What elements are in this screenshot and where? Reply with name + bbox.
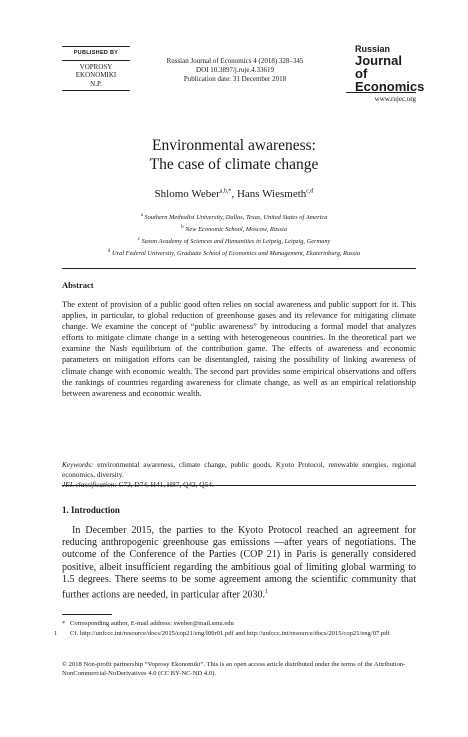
affiliation bbox=[40, 247, 428, 259]
abstract-text: The extent of provision of a public good often relies on social awareness and public support for it. This applies, in particular, to global reduction of greenhouse gases and its relevance for mitigating climate change. We examine the concept of “public awareness” by introducing a formal model that analyzes efforts to mitigate climate change in a setting with heterogeneous countries. In the theoretical part we examine the Nash equilibrium of the contribution game. The effects of awareness and economic parameters on mitigation efforts can be disentangled, raising the possibility of linking awareness of climate change with economic wealth. The second part provides some empirical observations and offers the rankings of countries regarding awareness for climate change, as well as an empirical relationship between awareness and economic wealth. bbox=[62, 300, 416, 398]
publisher-mid-rule bbox=[62, 60, 130, 61]
jel-label: JEL classification: bbox=[62, 480, 117, 489]
publisher-heading: PUBLISHED BY bbox=[73, 50, 119, 56]
keywords-label: Keywords: bbox=[62, 460, 94, 469]
journal-meta bbox=[140, 57, 330, 84]
affiliation-text: Saxon Academy of Sciences and Humanities in Leipzig, Leipzig, Germany bbox=[141, 238, 331, 246]
logo-line3: Economics bbox=[355, 79, 425, 94]
affiliation-mark: a bbox=[140, 213, 143, 218]
abstract-bottom-rule bbox=[62, 485, 416, 486]
copyright-notice: © 2018 Non-profit partnership “Voprosy Ekonomiki”. This is an open access article distributed under the terms of the Attribution-NonCommercial-NoDerivatives 4.0 (CC BY-NC-ND 4.0). bbox=[62, 661, 406, 677]
footnote-text[interactable]: Cf. http://unfccc.int/resource/docs/2015/cop21/eng/l09r01.pdf and http://unfccc.int/resource/docs/2015/cop21/eng/07.pdf bbox=[70, 630, 390, 637]
title-line2: The case of climate change bbox=[149, 156, 319, 173]
footnote-corresponding bbox=[62, 620, 416, 629]
title-line1: Environmental awareness: bbox=[152, 137, 316, 154]
journal-doi: DOI 10.3897/j.ruje.4.33619 bbox=[196, 66, 274, 74]
logo-rule bbox=[346, 92, 416, 93]
logo-line1: Russian bbox=[355, 44, 391, 54]
footnote-mark: * bbox=[62, 620, 66, 627]
affiliation-text: New Economic School, Moscow, Russia bbox=[185, 226, 287, 234]
publisher-bottom-rule bbox=[62, 90, 130, 91]
logo-line2: Journal of bbox=[355, 53, 402, 81]
publisher-name-line2: EKONOMIKI bbox=[75, 71, 117, 80]
journal-website-link[interactable]: www.rujec.org bbox=[374, 95, 416, 103]
footnote-ref[interactable]: 1 bbox=[264, 589, 268, 596]
introduction-text: In December 2015, the parties to the Kyoto Protocol reached an agreement for reducing anthropogenic greenhouse gas emissions —after years of negotiations. The outcome of the Conference of the Parties (COP 21) in Paris is generally considered positive, albeit insufficient regarding the ambitious goal of limiting global warming to 1.5 degrees. There seems to be some agreement among the scientific community that further actions are needed, in particular after 2030. bbox=[62, 525, 416, 601]
affiliation-mark: d bbox=[107, 249, 111, 255]
affiliation bbox=[40, 235, 428, 247]
affiliation bbox=[40, 223, 428, 235]
affiliation-text: Ural Federal University, Graduate School of Economics and Management, Ekaterinburg, Russia bbox=[112, 250, 361, 258]
publisher-name-line1: VOPROSY bbox=[79, 62, 113, 71]
author-2-marks: c,d bbox=[306, 188, 314, 195]
publisher-name-line3: N.P. bbox=[90, 79, 102, 88]
footnote-mark: 1 bbox=[54, 630, 58, 637]
affiliation-mark: b bbox=[181, 225, 184, 231]
journal-citation: Russian Journal of Economics 4 (2018) 328–345 bbox=[166, 57, 304, 65]
footnote-text: Corresponding author, E-mail address: sweber@mail.smu.edu bbox=[70, 620, 234, 627]
affiliations bbox=[40, 211, 428, 260]
abstract-top-rule bbox=[62, 268, 416, 269]
abstract-heading: Abstract bbox=[62, 280, 94, 290]
affiliation-text: Southern Methodist University, Dallas, Texas, United States of America bbox=[144, 214, 328, 222]
footnote-rule bbox=[62, 614, 112, 615]
affiliation bbox=[40, 211, 428, 223]
author-1: Shlomo Weber bbox=[154, 188, 220, 200]
journal-logo bbox=[355, 44, 425, 94]
publication-date: Publication date: 31 December 2018 bbox=[183, 75, 287, 83]
footnote-1 bbox=[54, 630, 416, 639]
article-title bbox=[40, 136, 428, 174]
authors bbox=[40, 188, 428, 200]
author-2: , Hans Wiesmeth bbox=[231, 188, 307, 200]
jel-text: C72, D74, H41, H87, Q42, Q54. bbox=[116, 480, 214, 489]
publisher-top-rule bbox=[62, 46, 130, 47]
introduction-paragraph bbox=[62, 525, 416, 602]
publisher-box bbox=[62, 44, 130, 93]
keywords-text: environmental awareness, climate change, public goods, Kyoto Protocol, renewable energies, regional economics, diversity. bbox=[62, 460, 416, 479]
section-heading: 1. Introduction bbox=[62, 505, 120, 515]
author-1-marks: a,b,* bbox=[219, 188, 232, 195]
affiliation-mark: c bbox=[137, 237, 140, 243]
keywords bbox=[62, 460, 416, 480]
